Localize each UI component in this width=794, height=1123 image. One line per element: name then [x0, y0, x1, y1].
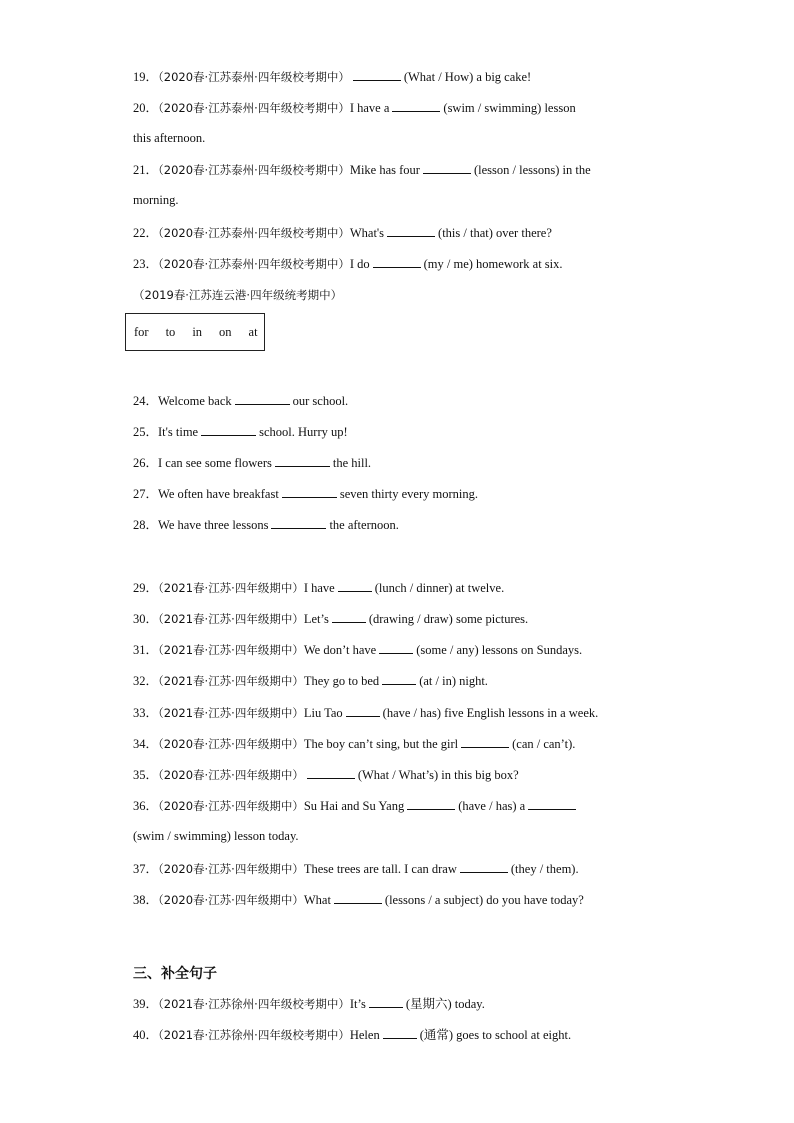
answer-blank[interactable] [271, 516, 326, 529]
question-number: 28． [133, 518, 159, 532]
answer-blank[interactable] [307, 766, 355, 779]
question-source: （2021春·江苏·四年级期中） [158, 674, 304, 688]
question-source: （2020春·江苏·四年级期中） [158, 768, 304, 782]
question-text: (at / in) night. [419, 674, 488, 688]
question-text: (lunch / dinner) at twelve. [374, 581, 505, 595]
question-number: 40． [133, 1028, 159, 1042]
question-39 [133, 995, 485, 1012]
question-number: 35． [133, 768, 159, 782]
question-26 [133, 454, 371, 471]
question-37 [133, 860, 579, 877]
question-source: （2020春·江苏泰州·四年级校考期中） [158, 257, 350, 271]
answer-blank[interactable] [423, 161, 471, 174]
question-text: They go to bed [303, 674, 380, 688]
question-source: （2020春·江苏泰州·四年级校考期中） [158, 226, 350, 240]
question-number: 22． [133, 226, 159, 240]
question-source: （2021春·江苏·四年级期中） [158, 643, 304, 657]
question-38 [133, 891, 584, 908]
question-number: 36． [133, 799, 159, 813]
group-source: （2019春·江苏连云港·四年级统考期中） [133, 288, 343, 302]
question-number: 30． [133, 612, 159, 626]
question-19 [133, 68, 531, 85]
question-number: 24． [133, 394, 159, 408]
question-text: Let’s [303, 612, 329, 626]
question-text: school. Hurry up! [259, 425, 348, 439]
question-21-continued: morning. [133, 193, 179, 207]
question-text: These trees are tall. I can draw [303, 862, 457, 876]
question-21 [133, 161, 591, 178]
question-40 [133, 1026, 571, 1043]
answer-blank[interactable] [334, 891, 382, 904]
question-source: （2021春·江苏·四年级期中） [158, 581, 304, 595]
answer-blank[interactable] [346, 704, 380, 717]
question-23 [133, 255, 563, 272]
answer-blank[interactable] [353, 68, 401, 81]
question-text: (lessons / a subject) do you have today? [384, 893, 584, 907]
question-text: (What / How) a big cake! [403, 70, 532, 84]
question-text: (can / can’t). [512, 737, 576, 751]
question-text: It's time [158, 425, 199, 439]
question-text: (have / has) five English lessons in a week. [382, 706, 599, 720]
question-text: (swim / swimming) lesson [443, 101, 576, 115]
question-text: (通常) goes to school at eight. [419, 1028, 572, 1042]
answer-blank[interactable] [379, 641, 413, 654]
question-20 [133, 99, 576, 116]
question-source: （2020春·江苏泰州·四年级校考期中） [158, 70, 350, 84]
question-text: What's [349, 226, 385, 240]
word-bank-item: to [165, 324, 176, 339]
question-number: 29． [133, 581, 159, 595]
answer-blank[interactable] [338, 579, 372, 592]
word-bank-item: in [192, 324, 203, 339]
question-text: I can see some flowers [158, 456, 272, 470]
answer-blank[interactable] [369, 995, 403, 1008]
question-source: （2021春·江苏·四年级期中） [158, 612, 304, 626]
question-number: 19． [133, 70, 159, 84]
answer-blank[interactable] [392, 99, 440, 112]
answer-blank[interactable] [460, 860, 508, 873]
word-bank-item: for [134, 324, 149, 339]
question-number: 39． [133, 997, 159, 1011]
answer-blank[interactable] [282, 485, 337, 498]
question-text: the hill. [332, 456, 372, 470]
question-text: I have a [349, 101, 390, 115]
question-text: The boy can’t sing, but the girl [303, 737, 459, 751]
question-source: （2021春·江苏·四年级期中） [158, 706, 304, 720]
question-35 [133, 766, 519, 783]
question-36 [133, 797, 579, 814]
question-number: 23． [133, 257, 159, 271]
question-number: 38． [133, 893, 159, 907]
question-36-continued: (swim / swimming) lesson today. [133, 829, 299, 843]
question-number: 27． [133, 487, 159, 501]
answer-blank[interactable] [235, 392, 290, 405]
question-source: （2021春·江苏徐州·四年级校考期中） [158, 997, 350, 1011]
question-28 [133, 516, 399, 533]
question-33 [133, 704, 598, 721]
question-text: (lesson / lessons) in the [473, 163, 591, 177]
answer-blank[interactable] [332, 610, 366, 623]
answer-blank[interactable] [461, 735, 509, 748]
question-text: Helen [349, 1028, 380, 1042]
question-text: We have three lessons [158, 518, 269, 532]
question-source: （2020春·江苏·四年级期中） [158, 799, 304, 813]
question-number: 31． [133, 643, 159, 657]
answer-blank[interactable] [407, 797, 455, 810]
question-text: (some / any) lessons on Sundays. [416, 643, 583, 657]
answer-blank[interactable] [528, 797, 576, 810]
question-number: 33． [133, 706, 159, 720]
question-29 [133, 579, 504, 596]
question-text: (my / me) homework at six. [423, 257, 563, 271]
question-number: 34． [133, 737, 159, 751]
question-text: (this / that) over there? [438, 226, 552, 240]
question-source: （2020春·江苏·四年级期中） [158, 893, 304, 907]
question-source: （2020春·江苏·四年级期中） [158, 862, 304, 876]
answer-blank[interactable] [387, 224, 435, 237]
word-bank-item: on [219, 324, 232, 339]
question-text: (星期六) today. [405, 997, 485, 1011]
answer-blank[interactable] [201, 423, 256, 436]
question-24 [133, 392, 348, 409]
question-source: （2020春·江苏·四年级期中） [158, 737, 304, 751]
question-text: (What / What’s) in this big box? [357, 768, 519, 782]
answer-blank[interactable] [382, 672, 416, 685]
question-text: (drawing / draw) some pictures. [368, 612, 529, 626]
question-text: We don’t have [303, 643, 377, 657]
question-text: (they / them). [510, 862, 579, 876]
question-text: Welcome back [158, 394, 232, 408]
question-30 [133, 610, 528, 627]
word-bank-box [125, 313, 265, 351]
question-text: I do [349, 257, 370, 271]
answer-blank[interactable] [275, 454, 330, 467]
question-text: Mike has four [349, 163, 420, 177]
question-number: 21． [133, 163, 159, 177]
question-text: Su Hai and Su Yang [303, 799, 405, 813]
question-text: We often have breakfast [158, 487, 279, 501]
section-title: 三、补全句子 [133, 966, 217, 982]
question-text: (have / has) a [458, 799, 526, 813]
question-number: 25． [133, 425, 159, 439]
question-text: our school. [292, 394, 349, 408]
question-20-continued: this afternoon. [133, 131, 206, 145]
question-text: What [303, 893, 331, 907]
question-25 [133, 423, 348, 440]
question-text: the afternoon. [329, 518, 399, 532]
question-number: 37． [133, 862, 159, 876]
question-source: （2021春·江苏徐州·四年级校考期中） [158, 1028, 350, 1042]
question-text: It’s [349, 997, 366, 1011]
question-22 [133, 224, 552, 241]
answer-blank[interactable] [373, 255, 421, 268]
question-27 [133, 485, 478, 502]
question-31 [133, 641, 582, 658]
question-32 [133, 672, 488, 689]
question-text: Liu Tao [303, 706, 343, 720]
question-source: （2020春·江苏泰州·四年级校考期中） [158, 101, 350, 115]
question-number: 20． [133, 101, 159, 115]
answer-blank[interactable] [383, 1026, 417, 1039]
word-bank-item: at [248, 324, 258, 339]
question-source: （2020春·江苏泰州·四年级校考期中） [158, 163, 350, 177]
question-text: I have [303, 581, 335, 595]
question-text: seven thirty every morning. [339, 487, 478, 501]
question-number: 26． [133, 456, 159, 470]
question-34 [133, 735, 575, 752]
question-number: 32． [133, 674, 159, 688]
